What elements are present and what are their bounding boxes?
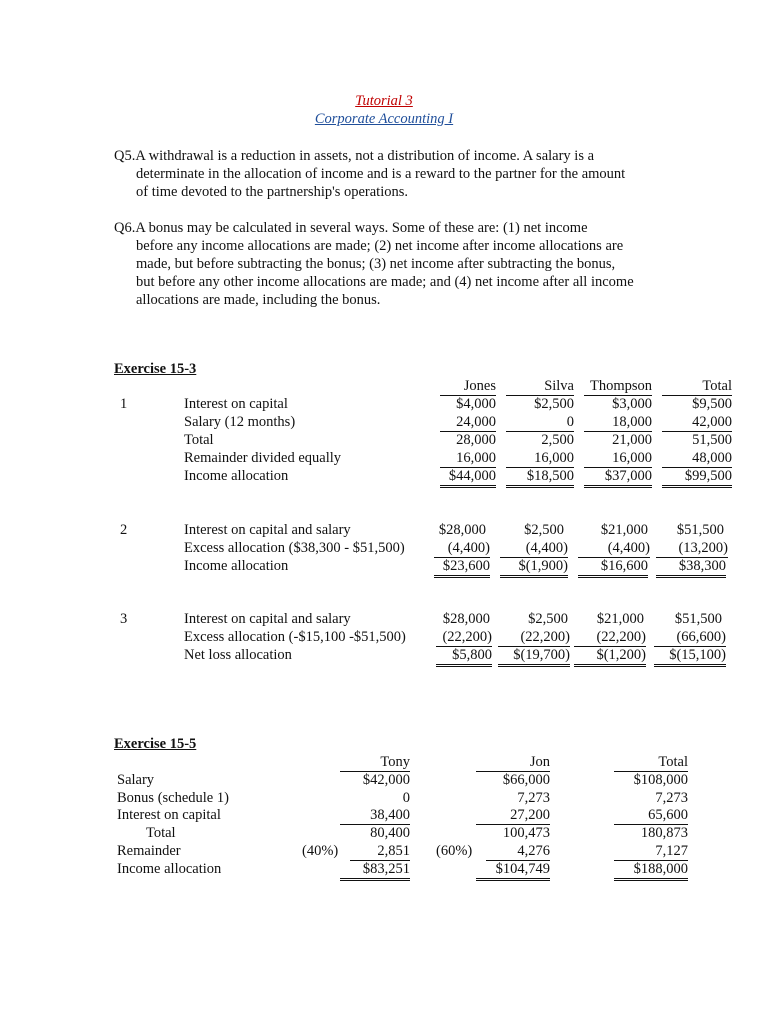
cell: $21,000 [596, 611, 644, 627]
exercise-15-3-heading: Exercise 15-3 [114, 361, 197, 377]
row-label: Excess allocation ($38,300 - $51,500) [184, 540, 405, 556]
cell: $51,500 [676, 522, 724, 538]
tony-share-percent: (40%) [302, 843, 339, 859]
cell: $2,500 [534, 396, 574, 412]
cell: (22,200) [498, 629, 570, 647]
q6-line: allocations are made, including the bonus. [136, 292, 381, 308]
row-label: Remainder [117, 843, 181, 859]
row-label: Bonus (schedule 1) [117, 790, 229, 806]
cell: $42,000 [362, 772, 410, 788]
cell: (4,400) [578, 540, 650, 558]
cell: 27,200 [476, 807, 550, 825]
row-label: Income allocation [117, 861, 222, 877]
cell: 0 [402, 790, 410, 806]
cell: 51,500 [692, 432, 732, 448]
cell: (4,400) [500, 540, 568, 558]
col-header-silva: Silva [506, 378, 574, 396]
row-label: Total [184, 432, 214, 448]
q6-line: Q6.A bonus may be calculated in several ways. Some of these are: (1) net income [114, 220, 588, 236]
cell: $(1,900) [500, 558, 568, 578]
cell: 80,400 [370, 825, 410, 841]
row-label: Income allocation [184, 468, 289, 484]
cell: 100,473 [502, 825, 550, 841]
cell: 38,400 [340, 807, 410, 825]
q5-line: determinate in the allocation of income and is a reward to the partner for the amount [136, 166, 626, 182]
cell: 4,276 [486, 843, 550, 861]
q6-line: before any income allocations are made; (2) net income after income allocations are [136, 238, 624, 254]
cell: $44,000 [440, 468, 496, 488]
row-label: Total [146, 825, 176, 841]
cell: 16,000 [506, 450, 574, 468]
cell: 7,273 [517, 790, 550, 806]
cell: 42,000 [662, 414, 732, 432]
course-subtitle: Corporate Accounting I [314, 111, 454, 127]
part-number: 3 [120, 611, 128, 627]
cell: $(15,100) [654, 647, 726, 667]
cell: 16,000 [584, 450, 652, 468]
cell: (66,600) [654, 629, 726, 647]
cell: 7,127 [614, 843, 688, 861]
cell: $104,749 [476, 861, 550, 881]
cell: (22,200) [436, 629, 492, 647]
q5-paragraph [114, 147, 656, 201]
col-header-jon: Jon [476, 754, 550, 772]
cell: 2,851 [350, 843, 410, 861]
cell: $28,000 [442, 611, 490, 627]
cell: 24,000 [440, 414, 496, 432]
cell: $28,000 [438, 522, 486, 538]
cell: 2,500 [541, 432, 574, 448]
cell: $5,800 [436, 647, 492, 667]
cell: 65,600 [614, 807, 688, 825]
cell: $83,251 [340, 861, 410, 881]
cell: $23,600 [434, 558, 490, 578]
row-label: Remainder divided equally [184, 450, 342, 466]
exercise-15-5-heading: Exercise 15-5 [114, 736, 197, 752]
row-label: Interest on capital [184, 396, 288, 412]
col-header-total: Total [662, 378, 732, 396]
cell: 16,000 [440, 450, 496, 468]
cell: 0 [506, 414, 574, 432]
q6-paragraph [114, 219, 656, 309]
tutorial-title: Tutorial 3 [355, 93, 413, 109]
row-label: Interest on capital and salary [184, 522, 351, 538]
jon-share-percent: (60%) [436, 843, 473, 859]
cell: 7,273 [655, 790, 688, 806]
cell: $9,500 [692, 396, 732, 412]
cell: $51,500 [674, 611, 722, 627]
cell: $188,000 [614, 861, 688, 881]
row-label: Interest on capital and salary [184, 611, 351, 627]
cell: (4,400) [434, 540, 490, 558]
row-label: Excess allocation (-$15,100 -$51,500) [184, 629, 406, 645]
row-label: Net loss allocation [184, 647, 292, 663]
col-header-thompson: Thompson [584, 378, 652, 396]
cell: 180,873 [640, 825, 688, 841]
cell: 18,000 [584, 414, 652, 432]
cell: $2,500 [524, 522, 564, 538]
cell: $(19,700) [498, 647, 570, 667]
cell: $16,600 [578, 558, 648, 578]
part-number: 2 [120, 522, 128, 538]
cell: $37,000 [584, 468, 652, 488]
cell: $2,500 [528, 611, 568, 627]
cell: (13,200) [656, 540, 728, 558]
col-header-jones: Jones [440, 378, 496, 396]
q6-line: made, but before subtracting the bonus; (3) net income after subtracting the bonus, [136, 256, 616, 272]
q5-line: Q5.A withdrawal is a reduction in assets, not a distribution of income. A salary is a [114, 148, 595, 164]
cell: 48,000 [662, 450, 732, 468]
cell: $21,000 [600, 522, 648, 538]
cell: 28,000 [456, 432, 496, 448]
cell: $4,000 [456, 396, 496, 412]
row-label: Income allocation [184, 558, 289, 574]
row-label: Salary (12 months) [184, 414, 296, 430]
q5-line: of time devoted to the partnership's operations. [136, 184, 409, 200]
cell: $(1,200) [574, 647, 646, 667]
cell: $66,000 [502, 772, 550, 788]
cell: $108,000 [633, 772, 688, 788]
col-header-tony: Tony [340, 754, 410, 772]
cell: 21,000 [612, 432, 652, 448]
cell: $18,500 [506, 468, 574, 488]
q6-line: but before any other income allocations are made; and (4) net income after all income [136, 274, 634, 290]
cell: $99,500 [662, 468, 732, 488]
cell: (22,200) [574, 629, 646, 647]
cell: $38,300 [656, 558, 726, 578]
cell: $3,000 [612, 396, 652, 412]
row-label: Salary [117, 772, 155, 788]
part-number: 1 [120, 396, 128, 412]
row-label: Interest on capital [117, 807, 221, 823]
col-header-total: Total [614, 754, 688, 772]
